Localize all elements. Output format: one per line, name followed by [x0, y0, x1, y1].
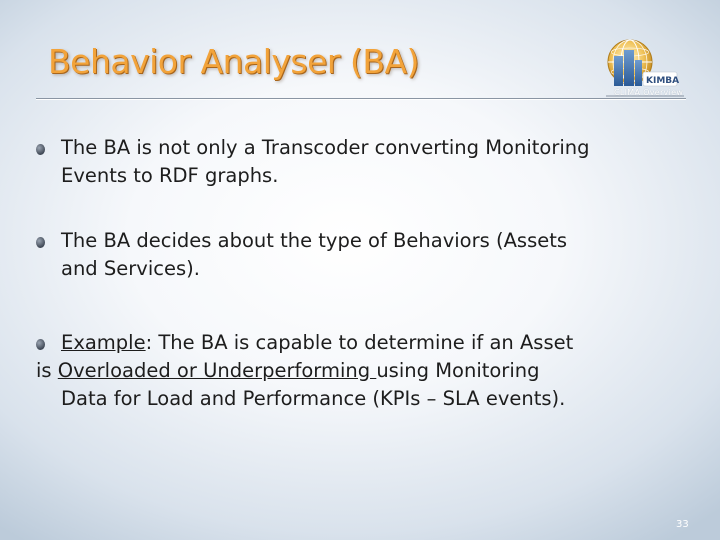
bullet-3-line-1: [61, 329, 701, 357]
bullet-2-line-1: The BA decides about the type of Behaviors (Assets: [61, 229, 568, 252]
title-divider: [36, 98, 686, 99]
bullet-3-line-3: Data for Load and Performance (KPIs – SLA events).: [61, 387, 566, 410]
page-number: 33: [676, 519, 689, 530]
overloaded-phrase: Overloaded or Underperforming: [57, 359, 377, 382]
bullet-1-icon: [36, 144, 45, 155]
bullet-2-line-2: and Services).: [61, 257, 200, 280]
bullet-3-icon: [36, 339, 45, 350]
slide-title: Behavior Analyser (BA): [48, 42, 419, 81]
logo-name: KIMBA: [646, 76, 680, 86]
bullet-1-line-1: The BA is not only a Transcoder converting Monitoring: [61, 136, 590, 159]
bullet-2-icon: [36, 237, 45, 248]
example-label: Example: [61, 331, 146, 354]
bullet-3-line-1-rest: : The BA is capable to determine if an Asset: [145, 331, 574, 354]
bullet-3-line-2-post: using Monitoring: [376, 359, 540, 382]
logo-tagline: CLIMA Overview: [614, 88, 684, 97]
bullet-3-line-2-pre: is: [36, 359, 58, 382]
bullet-3: [36, 329, 701, 413]
bullet-3-line-2: [36, 357, 701, 385]
bullet-1: [61, 134, 701, 190]
bullet-2: [61, 227, 701, 283]
bullet-1-line-2: Events to RDF graphs.: [61, 164, 279, 187]
